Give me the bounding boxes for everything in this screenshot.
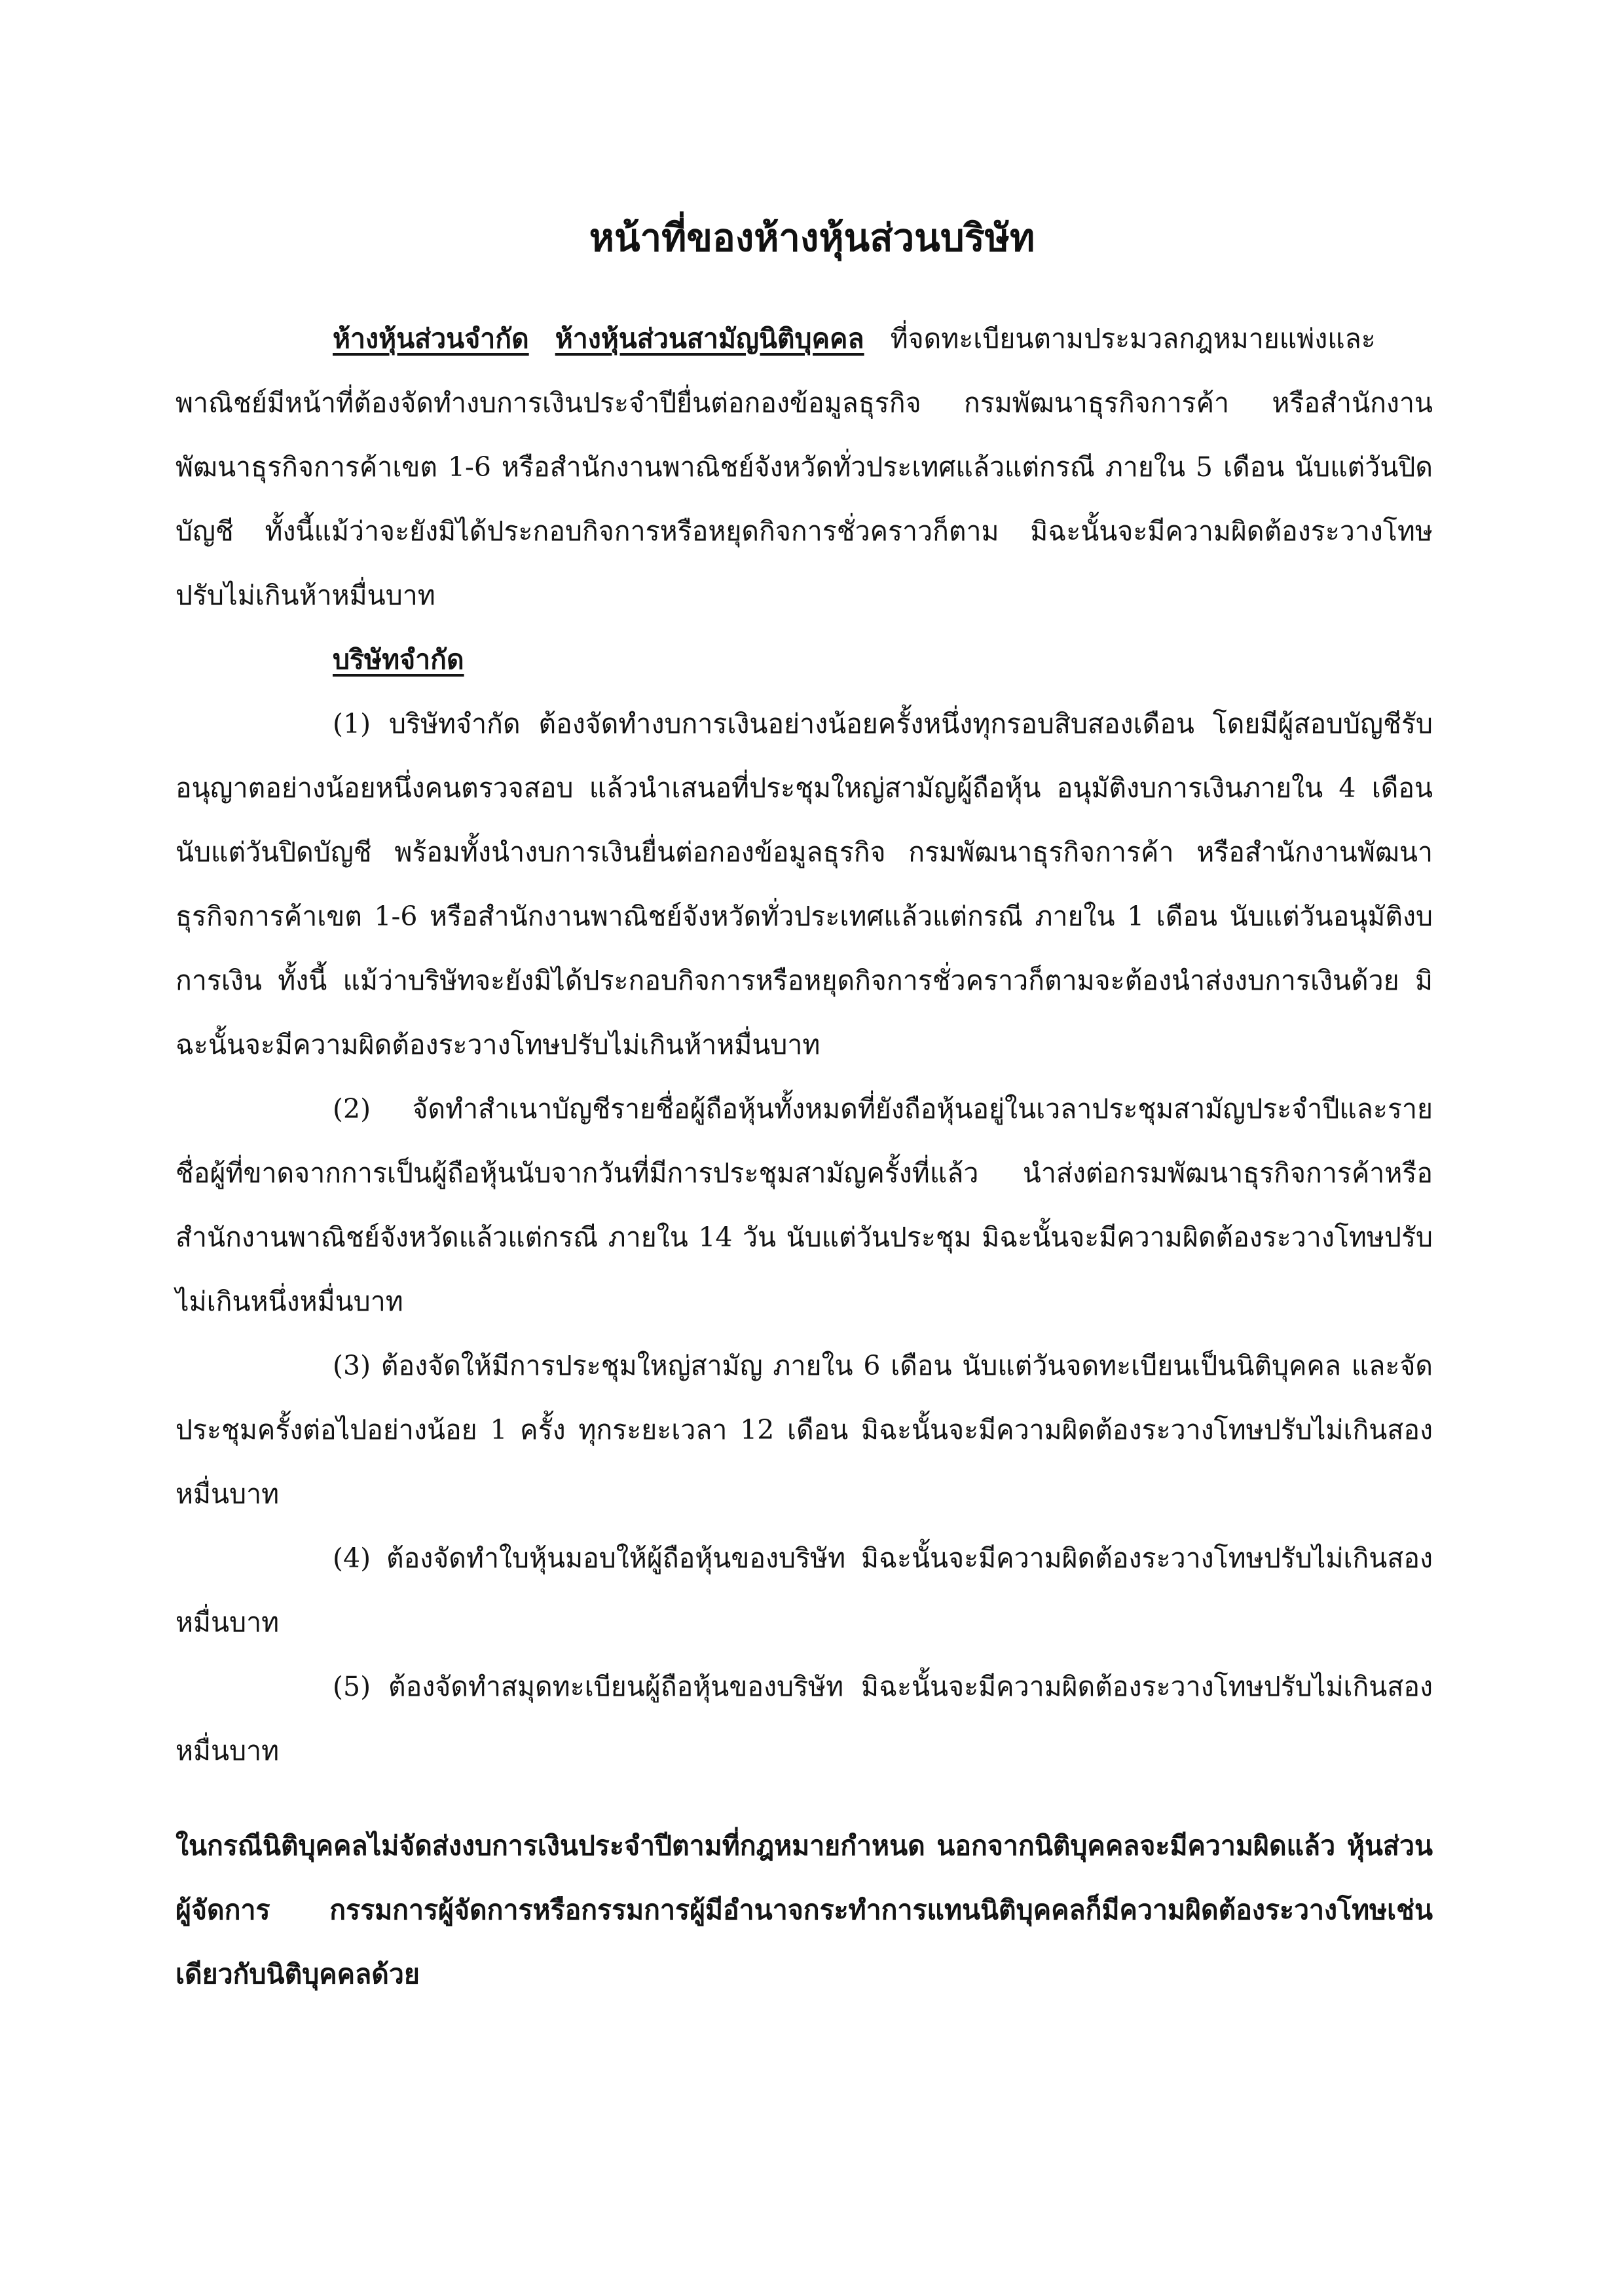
item-2: (2) จัดทำสำเนาบัญชีรายชื่อผู้ถือหุ้นทั้งหมดที่ยังถือหุ้นอยู่ในเวลาประชุมสามัญประจำปีและรายชื่อผู้ที่ขาดจากการเป็นผู้ถือหุ้นนับจากวันที่มีการประชุมสามัญครั้งที่แล้ว นำส่งต่อกรมพัฒนาธุรกิจการค้าหรือสำนักงานพาณิชย์จังหวัดแล้วแต่กรณี ภายใน 14 วัน นับแต่วันประชุม มิฉะนั้นจะมีความผิดต้องระวางโทษปรับไม่เกินหนึ่งหมื่นบาท [175, 1093, 1433, 1317]
intro-text: ที่จดทะเบียนตามประมวลกฎหมายแพ่งและพาณิชย์มีหน้าที่ต้องจัดทำงบการเงินประจำปียื่นต่อกองข้อมูลธุรกิจ กรมพัฒนาธุรกิจการค้า หรือสำนักงานพัฒนาธุรกิจการค้าเขต 1-6 หรือสำนักงานพาณิชย์จังหวัดทั่วประเทศแล้วแต่กรณี ภายใน 5 เดือน นับแต่วันปิดบัญชี ทั้งนี้แม้ว่าจะยังมิได้ประกอบกิจการหรือหยุดกิจการชั่วคราวก็ตาม มิฉะนั้นจะมีความผิดต้องระวางโทษปรับไม่เกินห้าหมื่นบาท [175, 323, 1433, 611]
document-title: หน้าที่ของห้างหุ้นส่วนบริษัท [589, 215, 1035, 260]
intro-heading-registered-partnership: ห้างหุ้นส่วนสามัญนิติบุคคล [555, 323, 864, 354]
section-heading-company: บริษัทจำกัด [333, 644, 464, 675]
item-3: (3) ต้องจัดให้มีการประชุมใหญ่สามัญ ภายใน 6 เดือน นับแต่วันจดทะเบียนเป็นนิติบุคคล และจัดประชุมครั้งต่อไปอย่างน้อย 1 ครั้ง ทุกระยะเวลา 12 เดือน มิฉะนั้นจะมีความผิดต้องระวางโทษปรับไม่เกินสองหมื่นบาท [175, 1350, 1433, 1510]
document-body [175, 307, 1433, 1783]
footer-note: ในกรณีนิติบุคคลไม่จัดส่งงบการเงินประจำปีตามที่กฎหมายกำหนด นอกจากนิติบุคคลจะมีความผิดแล้ว หุ้นส่วนผู้จัดการ กรรมการผู้จัดการหรือกรรมการผู้มีอำนาจกระทำการแทนนิติบุคคลก็มีความผิดต้องระวางโทษเช่นเดียวกับนิติบุคคลด้วย [175, 1830, 1433, 1990]
intro-paragraph [175, 307, 1433, 627]
item-5: (5) ต้องจัดทำสมุดทะเบียนผู้ถือหุ้นของบริษัท มิฉะนั้นจะมีความผิดต้องระวางโทษปรับไม่เกินสองหมื่นบาท [175, 1671, 1433, 1766]
intro-heading-partnership-limited: ห้างหุ้นส่วนจำกัด [333, 323, 529, 354]
item-1: (1) บริษัทจำกัด ต้องจัดทำงบการเงินอย่างน้อยครั้งหนึ่งทุกรอบสิบสองเดือน โดยมีผู้สอบบัญชีรับอนุญาตอย่างน้อยหนึ่งคนตรวจสอบ แล้วนำเสนอที่ประชุมใหญ่สามัญผู้ถือหุ้น อนุมัติงบการเงินภายใน 4 เดือนนับแต่วันปิดบัญชี พร้อมทั้งนำงบการเงินยื่นต่อกองข้อมูลธุรกิจ กรมพัฒนาธุรกิจการค้า หรือสำนักงานพัฒนาธุรกิจการค้าเขต 1-6 หรือสำนักงานพาณิชย์จังหวัดทั่วประเทศแล้วแต่กรณี ภายใน 1 เดือน นับแต่วันอนุมัติงบการเงิน ทั้งนี้ แม้ว่าบริษัทจะยังมิได้ประกอบกิจการหรือหยุดกิจการชั่วคราวก็ตามจะต้องนำส่งงบการเงินด้วย มิฉะนั้นจะมีความผิดต้องระวางโทษปรับไม่เกินห้าหมื่นบาท [175, 708, 1433, 1060]
item-4: (4) ต้องจัดทำใบหุ้นมอบให้ผู้ถือหุ้นของบริษัท มิฉะนั้นจะมีความผิดต้องระวางโทษปรับไม่เกินสองหมื่นบาท [175, 1542, 1433, 1638]
